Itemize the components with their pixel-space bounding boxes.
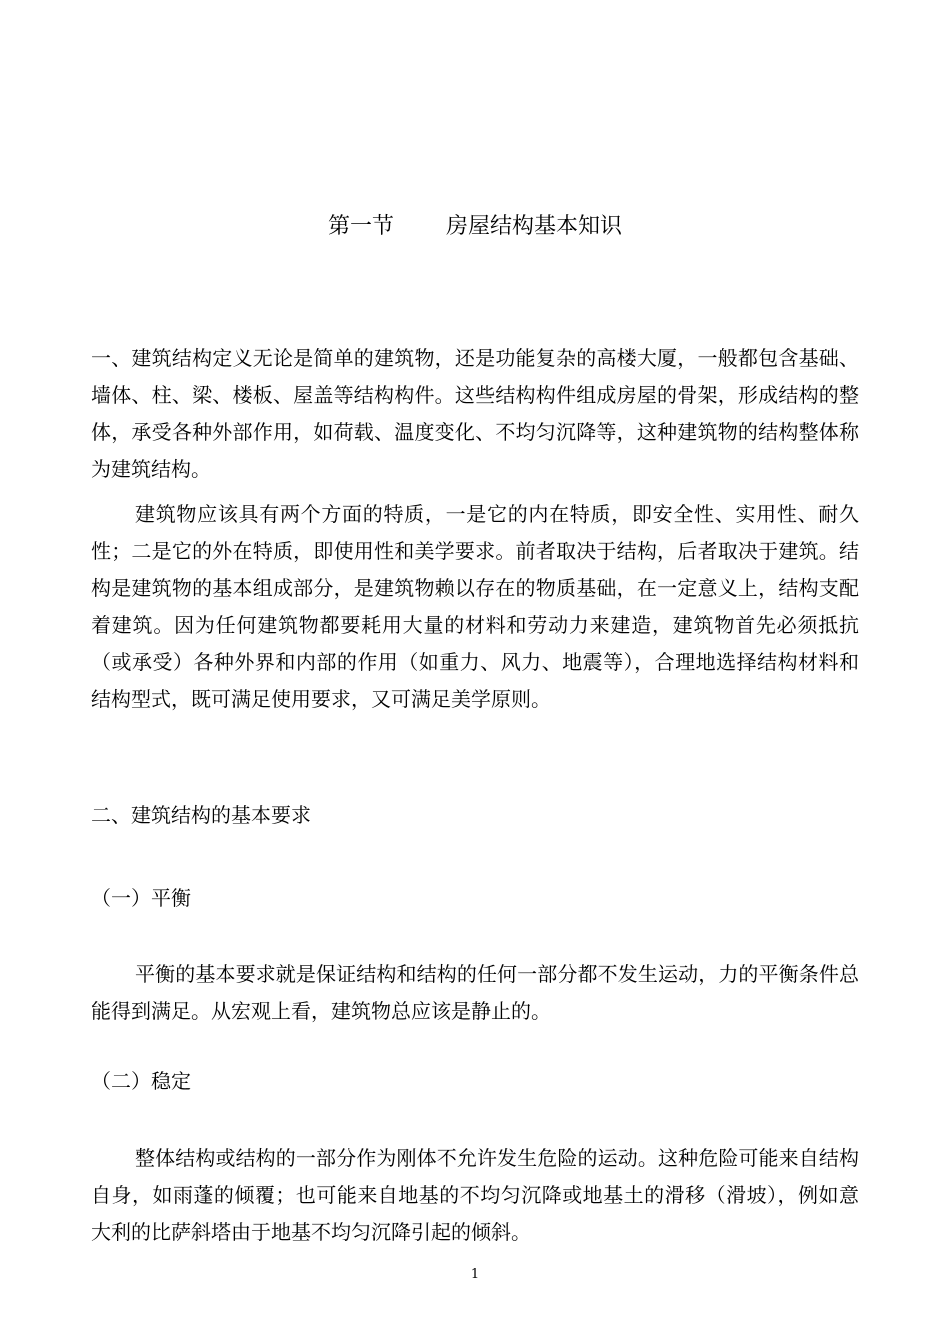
paragraph-balance: 平衡的基本要求就是保证结构和结构的任何一部分都不发生运动，力的平衡条件总能得到满足。从宏观上看，建筑物总应该是静止的。 — [91, 962, 859, 1023]
page-title — [0, 211, 950, 243]
section-title: 房屋结构基本知识 — [446, 214, 623, 239]
subheading-balance: （一）平衡 — [91, 886, 191, 910]
paragraph-stability: 整体结构或结构的一部分作为刚体不允许发生危险的运动。这种危险可能来自结构自身，如雨蓬的倾覆；也可能来自地基的不均匀沉降或地基土的滑移（滑坡），例如意大利的比萨斜塔由于地基不均匀沉降引起的倾斜。 — [91, 1146, 859, 1244]
subheading-stability: （二）稳定 — [91, 1069, 191, 1093]
page-number: 1 — [470, 1267, 480, 1282]
paragraph-definition: 一、建筑结构定义无论是简单的建筑物，还是功能复杂的高楼大厦，一般都包含基础、墙体、柱、梁、楼板、屋盖等结构构件。这些结构构件组成房屋的骨架，形成结构的整体，承受各种外部作用，如荷载、温度变化、不均匀沉降等，这种建筑物的结构整体称为建筑结构。 — [91, 346, 859, 481]
heading-basic-requirements: 二、建筑结构的基本要求 — [91, 803, 311, 827]
paragraph-characteristics: 建筑物应该具有两个方面的特质，一是它的内在特质，即安全性、实用性、耐久性；二是它的外在特质，即使用性和美学要求。前者取决于结构，后者取决于建筑。结构是建筑物的基本组成部分，是建筑物赖以存在的物质基础，在一定意义上，结构支配着建筑。因为任何建筑物都要耗用大量的材料和劳动力来建造，建筑物首先必须抵抗（或承受）各种外界和内部的作用（如重力、风力、地震等），合理地选择结构材料和结构型式，既可满足使用要求，又可满足美学原则。 — [91, 502, 859, 711]
section-number: 第一节 — [327, 214, 394, 239]
